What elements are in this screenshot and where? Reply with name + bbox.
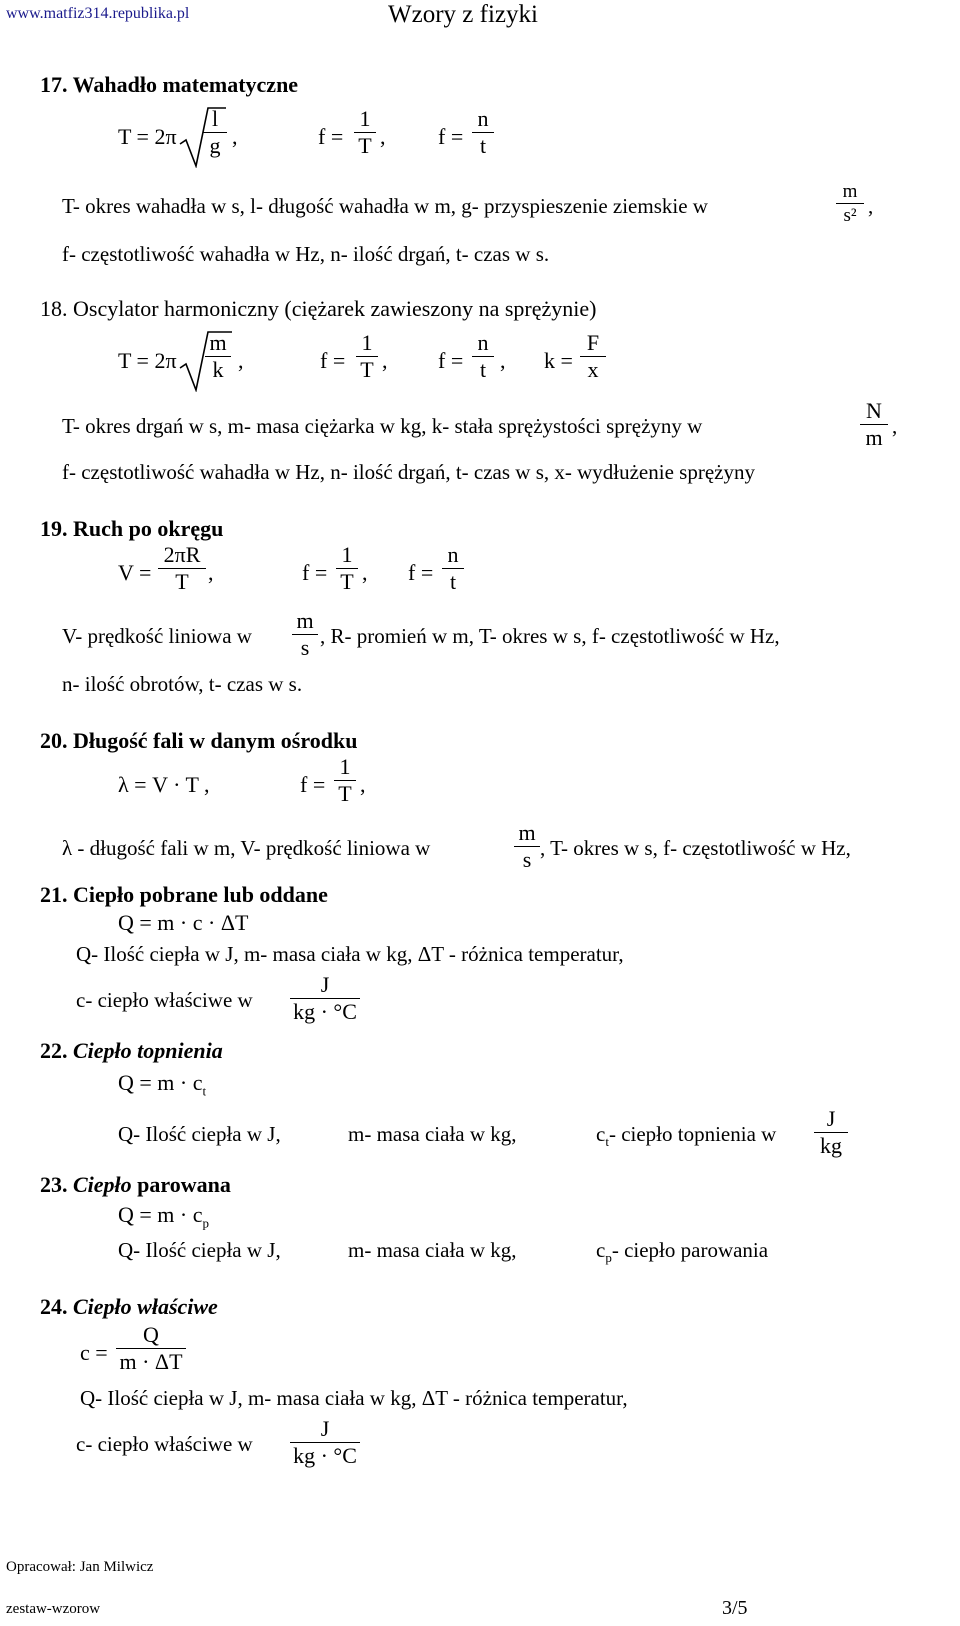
- comma: ,: [238, 348, 244, 373]
- section-19-desc-2: n- ilość obrotów, t- czas w s.: [62, 672, 303, 696]
- footer-file: zestaw-wzorow: [6, 1601, 101, 1617]
- section-17-desc-2: f- częstotliwość wahadła w Hz, n- ilość drgań, t- czas w s.: [62, 242, 550, 266]
- formula-lhs: c =: [80, 1340, 108, 1365]
- comma: ,: [208, 560, 214, 585]
- section-number: 23.: [40, 1172, 68, 1197]
- unit-fraction: m s: [514, 822, 540, 871]
- formula-text: Q = m · c: [118, 1070, 203, 1095]
- section-23-desc-b: m- masa ciała w kg,: [348, 1238, 517, 1262]
- subscript: t: [202, 1083, 207, 1099]
- desc-text: - ciepło topnienia w: [608, 1122, 777, 1146]
- section-title-text: Ciepło topnienia: [73, 1038, 223, 1063]
- header-url[interactable]: www.matfiz314.republika.pl: [6, 5, 190, 22]
- subscript: t: [605, 1134, 609, 1150]
- section-title-italic: Ciepło: [73, 1172, 132, 1197]
- formula-vaporization: [118, 1204, 209, 1229]
- formula-melting: [118, 1072, 206, 1097]
- fraction: n t: [442, 544, 464, 593]
- formula-lhs: V =: [118, 560, 152, 585]
- subscript: p: [605, 1250, 612, 1266]
- comma: ,: [232, 124, 238, 149]
- formula-lhs: f =: [438, 124, 464, 149]
- section-number: 24.: [40, 1294, 68, 1319]
- fraction: F x: [580, 332, 606, 381]
- section-23-desc-a: Q- Ilość ciepła w J,: [118, 1238, 281, 1262]
- formula-lhs: f =: [302, 560, 328, 585]
- formula-lambda: λ = V · T ,: [118, 772, 210, 797]
- unit-fraction: N m: [860, 400, 888, 449]
- unit-fraction: m s: [292, 610, 318, 659]
- fraction: 1 T: [334, 756, 356, 805]
- fraction: 2πR T: [158, 544, 206, 593]
- formula-lhs: f =: [408, 560, 434, 585]
- section-24-title: [40, 1296, 218, 1318]
- fraction: n t: [472, 332, 494, 381]
- comma: ,: [380, 124, 386, 149]
- section-number: 22.: [40, 1038, 68, 1063]
- comma: ,: [362, 560, 368, 585]
- formula-lhs: k =: [544, 348, 573, 373]
- comma: ,: [360, 772, 366, 797]
- section-21-title: 21. Ciepło pobrane lub oddane: [40, 882, 328, 907]
- formula-lhs: T = 2π: [118, 348, 177, 373]
- section-23-desc-c: [596, 1240, 768, 1264]
- section-18-desc-1: T- okres drgań w s, m- masa ciężarka w kg, k- stała sprężystości sprężyny w: [62, 414, 703, 438]
- section-22-desc-b: m- masa ciała w kg,: [348, 1122, 517, 1146]
- symbol: c: [596, 1122, 606, 1146]
- section-22-desc-c: [596, 1124, 776, 1148]
- comma: ,: [500, 348, 506, 373]
- symbol: c: [596, 1238, 606, 1262]
- comma: ,: [892, 414, 898, 438]
- fraction: l g: [203, 108, 227, 157]
- subscript: p: [202, 1215, 209, 1231]
- section-18-desc-2: f- częstotliwość wahadła w Hz, n- ilość drgań, t- czas w s, x- wydłużenie sprężyny: [62, 460, 755, 484]
- unit-fraction: J kg: [814, 1108, 848, 1157]
- fraction: 1 T: [354, 108, 376, 157]
- formula-lhs: f =: [318, 124, 344, 149]
- section-19-title: 19. Ruch po okręgu: [40, 516, 224, 541]
- unit-fraction: m s²: [836, 182, 864, 225]
- page-title: Wzory z fizyki: [388, 1, 538, 28]
- fraction: 1 T: [356, 332, 378, 381]
- section-24-desc-2: c- ciepło właściwe w: [76, 1432, 253, 1456]
- unit-fraction: J kg · °C: [290, 1418, 360, 1467]
- unit-fraction: J kg · °C: [290, 974, 360, 1023]
- section-17-title: 17. Wahadło matematyczne: [40, 72, 299, 97]
- section-23-title: [40, 1174, 231, 1196]
- section-20-desc-1b: , T- okres w s, f- częstotliwość w Hz,: [540, 836, 851, 860]
- formula-lhs: f =: [320, 348, 346, 373]
- fraction: Q m · ΔT: [116, 1324, 186, 1373]
- section-21-desc-2: c- ciepło właściwe w: [76, 988, 253, 1012]
- fraction: n t: [472, 108, 494, 157]
- section-22-desc-a: Q- Ilość ciepła w J,: [118, 1122, 281, 1146]
- fraction: 1 T: [336, 544, 358, 593]
- page-number: 3/5: [722, 1597, 748, 1619]
- section-19-desc-1a: V- prędkość liniowa w: [62, 624, 252, 648]
- section-title-text: parowana: [137, 1172, 231, 1197]
- section-21-desc-1: Q- Ilość ciepła w J, m- masa ciała w kg, ΔT - różnica temperatur,: [76, 942, 624, 966]
- section-title-text: Ciepło właściwe: [73, 1294, 218, 1319]
- section-19-desc-1b: , R- promień w m, T- okres w s, f- częstotliwość w Hz,: [320, 624, 780, 648]
- formula-text: Q = m · c: [118, 1202, 203, 1227]
- section-18-title: 18. Oscylator harmoniczny (ciężarek zawieszony na sprężynie): [40, 296, 597, 321]
- formula-lhs: f =: [300, 772, 326, 797]
- footer-author: Opracował: Jan Milwicz: [6, 1559, 154, 1575]
- comma: ,: [868, 194, 874, 218]
- comma: ,: [382, 348, 388, 373]
- section-17-desc-1: T- okres wahadła w s, l- długość wahadła w m, g- przyspieszenie ziemskie w: [62, 194, 708, 218]
- formula-lhs: T = 2π: [118, 124, 177, 149]
- desc-text: - ciepło parowania: [611, 1238, 769, 1262]
- section-24-desc-1: Q- Ilość ciepła w J, m- masa ciała w kg, ΔT - różnica temperatur,: [80, 1386, 628, 1410]
- formula-lhs: f =: [438, 348, 464, 373]
- fraction: m k: [205, 332, 231, 381]
- formula-heat: Q = m · c · ΔT: [118, 910, 249, 935]
- section-20-desc-1a: λ - długość fali w m, V- prędkość liniowa w: [62, 836, 431, 860]
- section-22-title: [40, 1040, 223, 1062]
- section-20-title: 20. Długość fali w danym ośrodku: [40, 728, 358, 753]
